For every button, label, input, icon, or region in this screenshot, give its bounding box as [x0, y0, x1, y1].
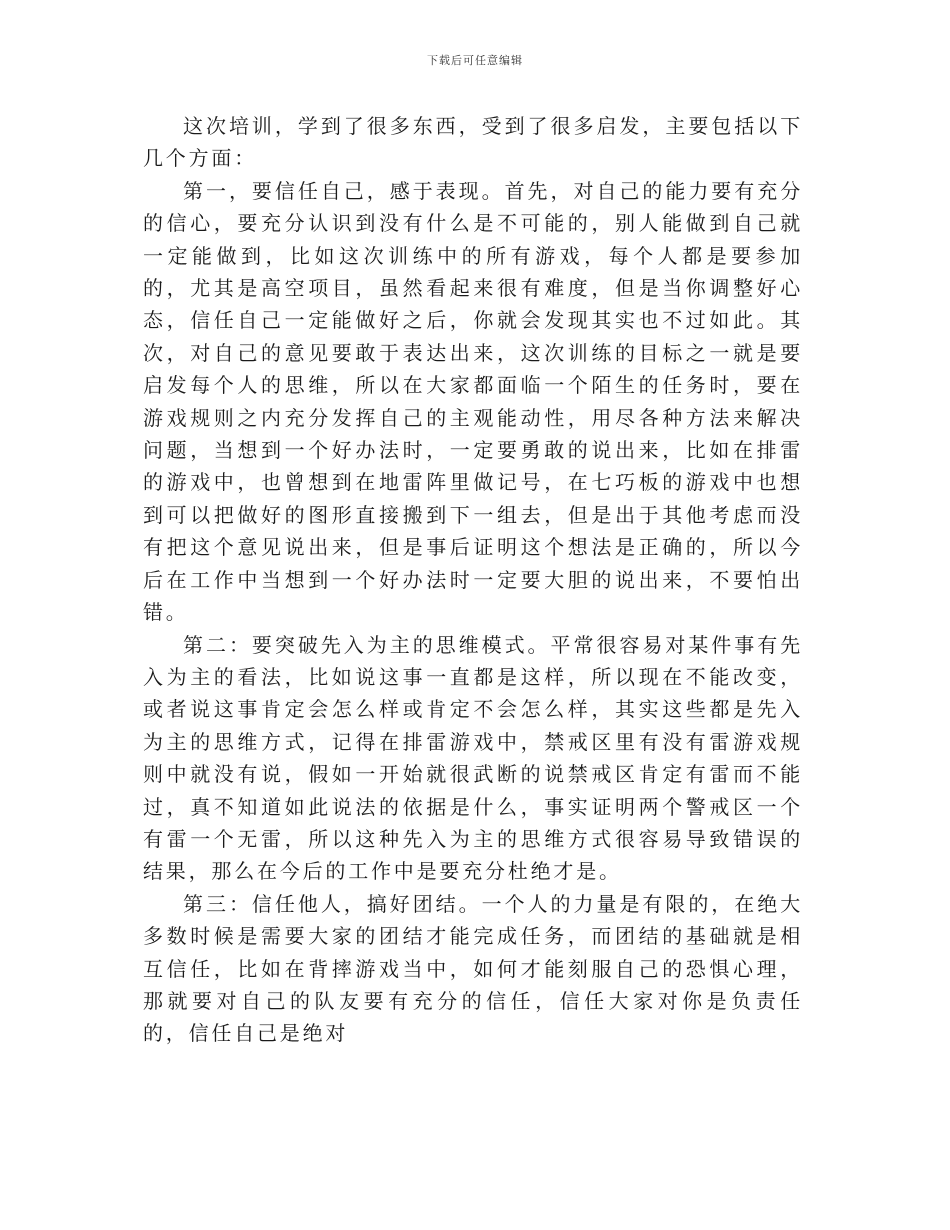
document-body [143, 110, 803, 1050]
page-header: 下载后可任意编辑 [427, 54, 523, 67]
paragraph-third-point: 第三：信任他人，搞好团结。一个人的力量是有限的，在绝大多数时候是需要大家的团结才能完成任务，而团结的基础就是相互信任，比如在背摔游戏当中，如何才能刻服自己的恐惧心理，那就要对自己的队友要有充分的信任，信任大家对你是负责任的，信任自己是绝对 [143, 891, 803, 1046]
paragraph-first-point: 第一，要信任自己，感于表现。首先，对自己的能力要有充分的信心，要充分认识到没有什么是不可能的，别人能做到自己就一定能做到，比如这次训练中的所有游戏，每个人都是要参加的，尤其是高空项目，虽然看起来很有难度，但是当你调整好心态，信任自己一定能做好之后，你就会发现其实也不过如此。其次，对自己的意见要敢于表达出来，这次训练的目标之一就是要启发每个人的思维，所以在大家都面临一个陌生的任务时，要在游戏规则之内充分发挥自己的主观能动性，用尽各种方法来解决问题，当想到一个好办法时，一定要勇敢的说出来，比如在排雷的游戏中，也曾想到在地雷阵里做记号，在七巧板的游戏中也想到可以把做好的图形直接搬到下一组去，但是出于其他考虑而没有把这个意见说出来，但是事后证明这个想法是正确的，所以今后在工作中当想到一个好办法时一定要大胆的说出来，不要怕出错。 [143, 178, 803, 625]
paragraph-intro: 这次培训，学到了很多东西，受到了很多启发，主要包括以下几个方面： [143, 114, 803, 171]
paragraph-second-point: 第二：要突破先入为主的思维模式。平常很容易对某件事有先入为主的看法，比如说这事一直都是这样，所以现在不能改变，或者说这事肯定会怎么样或肯定不会怎么样，其实这些都是先入为主的思维方式，记得在排雷游戏中，禁戒区里有没有雷游戏规则中就没有说，假如一开始就很武断的说禁戒区肯定有雷而不能过，真不知道如此说法的依据是什么，事实证明两个警戒区一个有雷一个无雷，所以这种先入为主的思维方式很容易导致错误的结果，那么在今后的工作中是要充分杜绝才是。 [143, 632, 803, 884]
